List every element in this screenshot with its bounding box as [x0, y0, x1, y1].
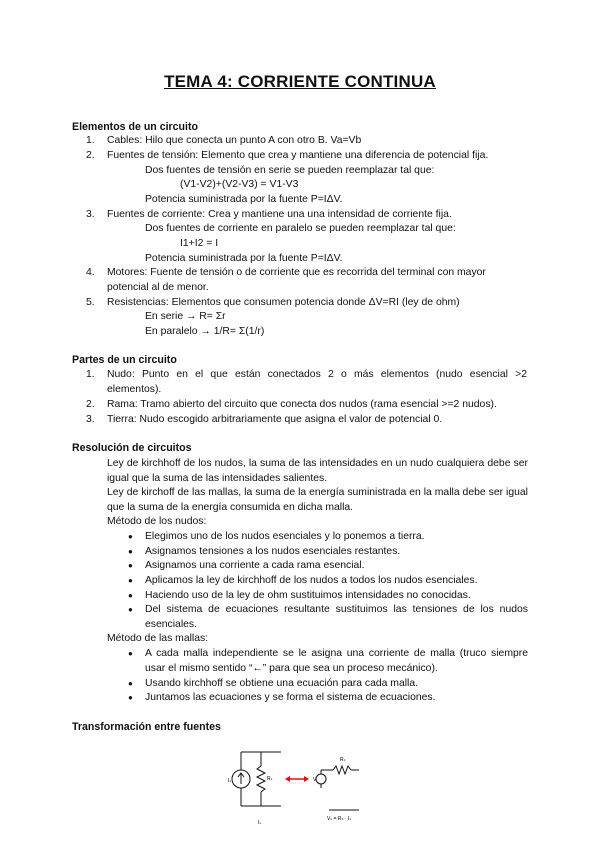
- list-number: 5.: [86, 297, 95, 308]
- label-vs: V: [313, 777, 317, 783]
- metodo-mallas-label: Método de las mallas:: [107, 633, 209, 644]
- bullet: ●: [128, 576, 133, 585]
- equivalence-arrow-icon: [285, 776, 309, 783]
- bullet-text: Haciendo uso de la ley de ohm sustituimos intensidades no conocidas.: [145, 590, 471, 601]
- list-number: 1.: [86, 135, 95, 146]
- page-title: TEMA 4: CORRIENTE CONTINUA: [164, 72, 436, 91]
- bullet: ●: [128, 532, 133, 541]
- bullet-text: Juntamos las ecuaciones y se forma el sistema de ecuaciones.: [145, 692, 436, 703]
- bullet-text: Elegimos uno de los nudos esenciales y lo ponemos a tierra.: [145, 531, 425, 542]
- metodo-nudos-label: Método de los nudos:: [107, 516, 207, 527]
- label-rs: Rₛ: [267, 776, 273, 782]
- label-is: Iₛ: [228, 778, 232, 784]
- bullet-text: Usando kirchhoff se obtiene una ecuación para cada malla.: [145, 678, 419, 689]
- sub-line: Potencia suministrada por la fuente P=IΔV.: [145, 253, 343, 264]
- bullet-text: Aplicamos la ley de kirchhoff de los nudos a todos los nudos esenciales.: [145, 575, 478, 586]
- bullet-text: Asignamos tensiones a los nudos esenciales restantes.: [145, 546, 401, 557]
- list-number: 3.: [86, 209, 95, 220]
- voltage-source-circuit: [316, 766, 359, 810]
- bullet-text: A cada malla independiente se le asigna una corriente de malla (truco siempre usar el mismo sentido “←” para que sea un proceso mecánico).: [145, 648, 528, 674]
- list-number: 2.: [86, 150, 95, 161]
- list-item-motores: Motores: Fuente de tensión o de corriente que es recorrida del terminal con mayor potencial al de menor.: [107, 267, 486, 293]
- label-bottom-note: Iₛ: [258, 820, 262, 826]
- section-heading-transformacion: Transformación entre fuentes: [72, 721, 221, 733]
- bullet: ●: [128, 591, 133, 600]
- bullet: ●: [128, 649, 133, 658]
- list-number: 4.: [86, 267, 95, 278]
- list-item-fuentes-tension: Fuentes de tensión: Elemento que crea y mantiene una diferencia de potencial fija.: [107, 150, 489, 161]
- paragraph-kirchhoff-nudos: Ley de kirchhoff de los nudos, la suma de las intensidades en un nudo cualquiera debe ser igual que la suma de las intensidades salientes.: [107, 458, 528, 484]
- list-number: 3.: [86, 414, 95, 425]
- bullet: ●: [128, 605, 133, 614]
- sub-line: Dos fuentes de corriente en paralelo se pueden reemplazar tal que:: [145, 223, 456, 234]
- source-transformation-figure: [225, 744, 365, 830]
- bullet: ●: [128, 547, 133, 556]
- bullet-text: Asignamos una corriente a cada rama esencial.: [145, 560, 365, 571]
- sub-line: I1+I2 = I: [180, 238, 219, 249]
- list-item-fuentes-corriente: Fuentes de corriente: Crea y mantiene una una intensidad de corriente fija.: [107, 209, 452, 220]
- bullet-text: Del sistema de ecuaciones resultante sustituimos las tensiones de los nudos esenciales.: [145, 604, 528, 630]
- section-heading-partes: Partes de un circuito: [72, 354, 177, 366]
- sub-line: (V1-V2)+(V2-V3) = V1-V3: [180, 179, 299, 190]
- label-equivalence: Vₛ = Rₛ · Iₛ: [327, 816, 352, 822]
- list-item-rama: Rama: Tramo abierto del circuito que conecta dos nudos (rama esencial >=2 nudos).: [107, 399, 497, 410]
- list-number: 2.: [86, 399, 95, 410]
- bullet: ●: [128, 693, 133, 702]
- label-rs-series: Rₛ: [340, 757, 346, 763]
- section-heading-elementos: Elementos de un circuito: [72, 121, 198, 133]
- current-source-circuit: [232, 752, 281, 806]
- list-number: 1.: [86, 369, 95, 380]
- sub-line: Potencia suministrada por la fuente P=IΔV.: [145, 194, 343, 205]
- list-item-nudo: Nudo: Punto en el que están conectados 2 o más elementos (nudo esencial >2 elementos).: [107, 369, 527, 395]
- list-item-tierra: Tierra: Nudo escogido arbitrariamente que asigna el valor de potencial 0.: [107, 414, 443, 425]
- section-heading-resolucion: Resolución de circuitos: [72, 442, 192, 454]
- list-item-cables: Cables: Hilo que conecta un punto A con otro B. Va=Vb: [107, 135, 362, 146]
- sub-line: En paralelo → 1/R= Σ(1/r): [145, 326, 265, 337]
- list-item-resistencias: Resistencias: Elementos que consumen potencia donde ΔV=RI (ley de ohm): [107, 297, 460, 308]
- paragraph-kirchhoff-mallas: Ley de kirchoff de las mallas, la suma de la energía suministrada en la malla debe ser igual que la suma de la energía consumida en dicha malla.: [107, 487, 528, 513]
- bullet: ●: [128, 561, 133, 570]
- sub-line: En serie → R= Σr: [145, 311, 226, 322]
- bullet: ●: [128, 679, 133, 688]
- sub-line: Dos fuentes de tensión en serie se pueden reemplazar tal que:: [145, 165, 435, 176]
